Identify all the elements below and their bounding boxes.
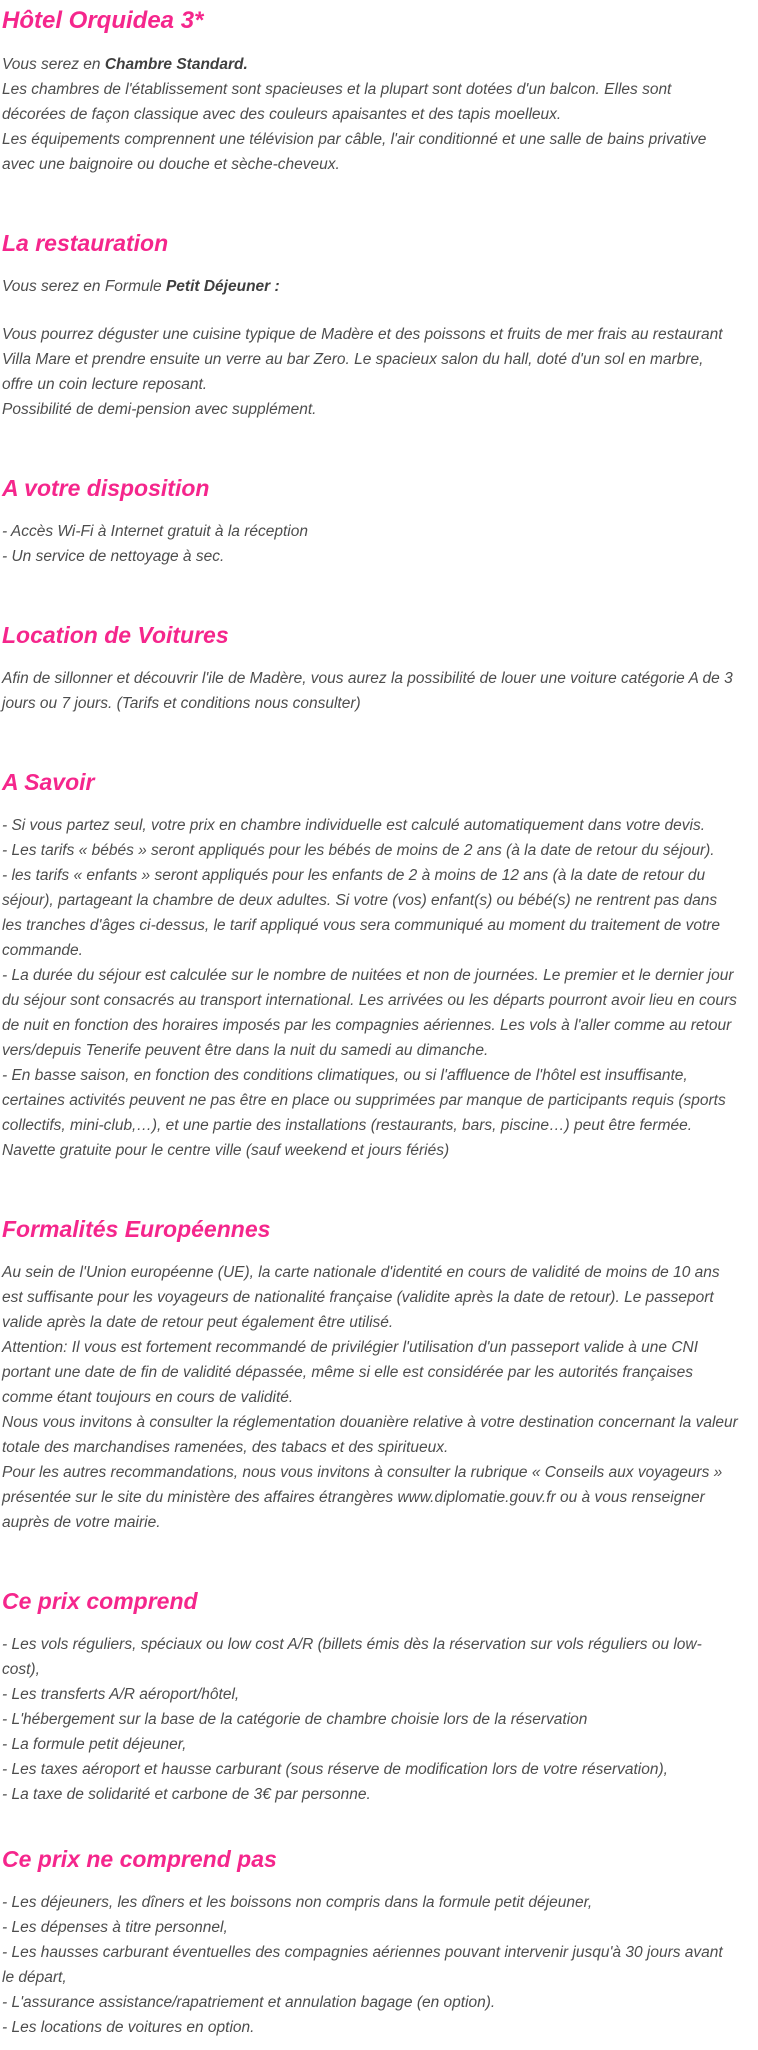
list-item: - Les transferts A/R aéroport/hôtel, [2, 1686, 240, 1703]
section-disposition [2, 474, 738, 569]
list-item: - Les hausses carburant éventuelles des compagnies aériennes pouvant intervenir jusqu'à 30 jours avant le départ, [2, 1944, 723, 1986]
section-heading-a-savoir: A Savoir [2, 769, 95, 795]
list-item: - Les tarifs « bébés » seront appliqués pour les bébés de moins de 2 ans (à la date de retour du séjour). [2, 842, 715, 859]
paragraph: Au sein de l'Union européenne (UE), la carte nationale d'identité en cours de validité de moins de 10 ans est suffisante pour les voyageurs de nationalité française (validite après la date de retour). Le passeport valide après la date de retour peut également être utilisé. [2, 1264, 720, 1331]
paragraph: Possibilité de demi-pension avec supplément. [2, 401, 317, 418]
list-item: Navette gratuite pour le centre ville (sauf weekend et jours fériés) [2, 1142, 450, 1159]
section-location-voitures [2, 621, 738, 716]
list-item: - Les déjeuners, les dîners et les boissons non compris dans la formule petit déjeuner, [2, 1894, 593, 1911]
hotel-description-page [2, 6, 738, 2040]
list-item: - L'assurance assistance/rapatriement et annulation bagage (en option). [2, 1994, 496, 2011]
list-item: - La taxe de solidarité et carbone de 3€ par personne. [2, 1786, 371, 1803]
paragraph: Nous vous invitons à consulter la réglementation douanière relative à votre destination concernant la valeur totale des marchandises ramenées, des tabacs et des spiritueux. [2, 1414, 738, 1456]
list-item: - L'hébergement sur la base de la catégorie de chambre choisie lors de la réservation [2, 1711, 588, 1728]
list-item: - La formule petit déjeuner, [2, 1736, 187, 1753]
paragraph: Les chambres de l'établissement sont spacieuses et la plupart sont dotées d'un balcon. Elles sont décorées de façon classique avec des couleurs apaisantes et des tapis moelleux. [2, 81, 672, 123]
intro-lead-bold: Chambre Standard. [104, 56, 248, 73]
restauration-lead-bold: Petit Déjeuner : [165, 278, 280, 295]
paragraph: Les équipements comprennent une télévision par câble, l'air conditionné et une salle de bains privative avec une baignoire ou douche et sèche-cheveux. [2, 131, 707, 173]
restauration-lead-prefix: Vous serez en Formule [2, 278, 166, 295]
list-item: - Les locations de voitures en option. [2, 2019, 255, 2036]
page-title: Hôtel Orquidea 3* [2, 7, 204, 34]
list-item: - Accès Wi-Fi à Internet gratuit à la réception [2, 523, 308, 540]
section-prix-comprend [2, 1587, 738, 1807]
intro-lead-line [2, 52, 738, 77]
list-item: - Les dépenses à titre personnel, [2, 1919, 228, 1936]
list-item: - La durée du séjour est calculée sur le nombre de nuitées et non de journées. Le premier et le dernier jour du séjour sont consacrés au transport international. Les arrivées ou les départs pourront avoir lieu en cours de nuit en fonction des horaires imposés par les compagnies aériennes. Les vols à l'aller comme au retour vers/depuis Tenerife peuvent être dans la nuit du samedi au dimanche. [2, 967, 737, 1059]
list-item: - Les vols réguliers, spéciaux ou low cost A/R (billets émis dès la réservation sur vols réguliers ou low-cost), [2, 1636, 702, 1678]
section-intro [2, 52, 738, 177]
list-item: - En basse saison, en fonction des conditions climatiques, ou si l'affluence de l'hôtel est insuffisante, certaines activités peuvent ne pas être en place ou supprimées par manque de participants requis (sports collectifs, mini-club,…), et une partie des installations (restaurants, bars, piscine…) peut être fermée. [2, 1067, 726, 1134]
section-formalites [2, 1215, 738, 1535]
section-heading-location-voitures: Location de Voitures [2, 622, 229, 648]
paragraph: Attention: Il vous est fortement recommandé de privilégier l'utilisation d'un passeport valide à une CNI portant une date de fin de validité dépassée, même si elle est considérée par les autorités françaises comme étant toujours en cours de validité. [2, 1339, 699, 1406]
section-heading-restauration: La restauration [2, 230, 169, 256]
list-item: - les tarifs « enfants » seront appliqués pour les enfants de 2 à moins de 12 ans (à la date de retour du séjour), partageant la chambre de deux adultes. Si votre (vos) enfant(s) ou bébé(s) ne rentrent pas dans les tranches d'âges ci-dessus, le tarif appliqué vous sera communiqué au moment du traitement de votre commande. [2, 867, 721, 959]
section-restauration [2, 229, 738, 422]
paragraph: Pour les autres recommandations, nous vous invitons à consulter la rubrique « Conseils aux voyageurs » présentée sur le site du ministère des affaires étrangères www.diplomatie.gouv.fr ou à vous renseigner auprès de votre mairie. [2, 1464, 723, 1531]
paragraph: Afin de sillonner et découvrir l'ile de Madère, vous aurez la possibilité de louer une voiture catégorie A de 3 jours ou 7 jours. (Tarifs et conditions nous consulter) [2, 670, 733, 712]
section-prix-ne-comprend-pas [2, 1845, 738, 2040]
list-item: - Un service de nettoyage à sec. [2, 548, 225, 565]
intro-lead-prefix: Vous serez en [2, 56, 105, 73]
list-item: - Si vous partez seul, votre prix en chambre individuelle est calculé automatiquement dans votre devis. [2, 817, 706, 834]
list-item: - Les taxes aéroport et hausse carburant (sous réserve de modification lors de votre réservation), [2, 1761, 668, 1778]
section-heading-disposition: A votre disposition [2, 475, 210, 501]
paragraph: Vous pourrez déguster une cuisine typique de Madère et des poissons et fruits de mer frais au restaurant Villa Mare et prendre ensuite un verre au bar Zero. Le spacieux salon du hall, doté d'un sol en marbre, offre un coin lecture reposant. [2, 326, 723, 393]
section-heading-prix-ne-comprend-pas: Ce prix ne comprend pas [2, 1846, 277, 1872]
section-a-savoir [2, 768, 738, 1163]
section-heading-formalites: Formalités Européennes [2, 1216, 271, 1242]
restauration-lead-line [2, 274, 738, 299]
section-heading-prix-comprend: Ce prix comprend [2, 1588, 198, 1614]
